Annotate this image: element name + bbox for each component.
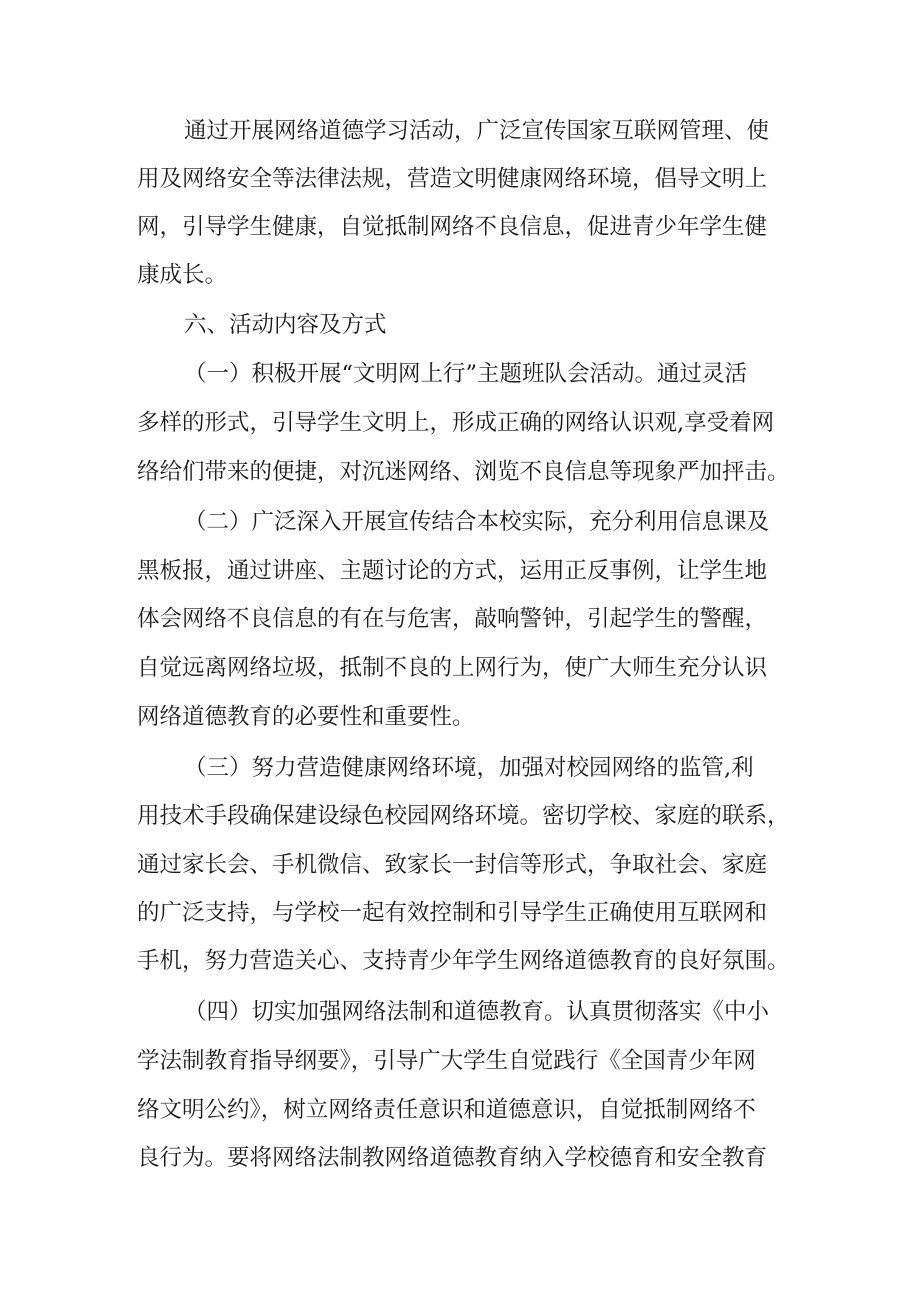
paragraph-1-line-4: 康成长。	[137, 262, 228, 288]
item-3-line-1: （三）努力营造健康网络环境，加强对校园网络的监管,利	[184, 755, 754, 781]
paragraph-1-line-1: 通过开展网络道德学习活动，广泛宣传国家互联网管理、使	[184, 118, 770, 144]
item-2-line-1: （二）广泛深入开展宣传结合本校实际，充分利用信息课及	[184, 509, 770, 535]
item-3-line-5: 手机，努力营造关心、支持青少年学生网络道德教育的良好氛围。	[137, 948, 790, 974]
section-heading: 六、活动内容及方式	[184, 312, 387, 338]
item-4-line-2: 学法制教育指导纲要》，引导广大学生自觉践行《全国青少年网	[137, 1048, 756, 1074]
item-4-line-3: 络文明公约》，树立网络责任意识和道德意识，自觉抵制网络不	[137, 1097, 756, 1123]
item-3-line-2: 用技术手段确保建设绿色校园网络环境。密切学校、家庭的联系，	[137, 803, 790, 829]
item-4-line-4: 良行为。要将网络法制教网络道德教育纳入学校德育和安全教育	[137, 1145, 768, 1171]
item-1-line-1: （一）积极开展“文明网上行”主题班队会活动。通过灵活	[184, 361, 748, 387]
item-2-line-4: 自觉远离网络垃圾，抵制不良的上网行为，使广大师生充分认识	[137, 655, 768, 681]
paragraph-1-line-2: 用及网络安全等法律法规，营造文明健康网络环境，倡导文明上	[137, 166, 768, 192]
item-3-line-3: 通过家长会、手机微信、致家长一封信等形式，争取社会、家庭	[137, 852, 768, 878]
paragraph-1-line-3: 网，引导学生健康，自觉抵制网络不良信息，促进青少年学生健	[137, 214, 768, 240]
item-2-line-5: 网络道德教育的必要性和重要性。	[137, 704, 475, 730]
item-2-line-3: 体会网络不良信息的有在与危害，敲响警钟，引起学生的警醒，	[137, 606, 768, 632]
item-3-line-4: 的广泛支持，与学校一起有效控制和引导学生正确使用互联网和	[137, 900, 768, 926]
item-1-line-3: 络给们带来的便捷，对沉迷网络、浏览不良信息等现象严加抨击。	[137, 459, 790, 485]
item-1-line-2: 多样的形式，引导学生文明上，形成正确的网络认识观,享受着网	[137, 410, 775, 436]
item-2-line-2: 黑板报，通过讲座、主题讨论的方式，运用正反事例，让学生地	[137, 558, 768, 584]
item-4-line-1: （四）切实加强网络法制和道德教育。认真贯彻落实《中小	[184, 999, 770, 1025]
